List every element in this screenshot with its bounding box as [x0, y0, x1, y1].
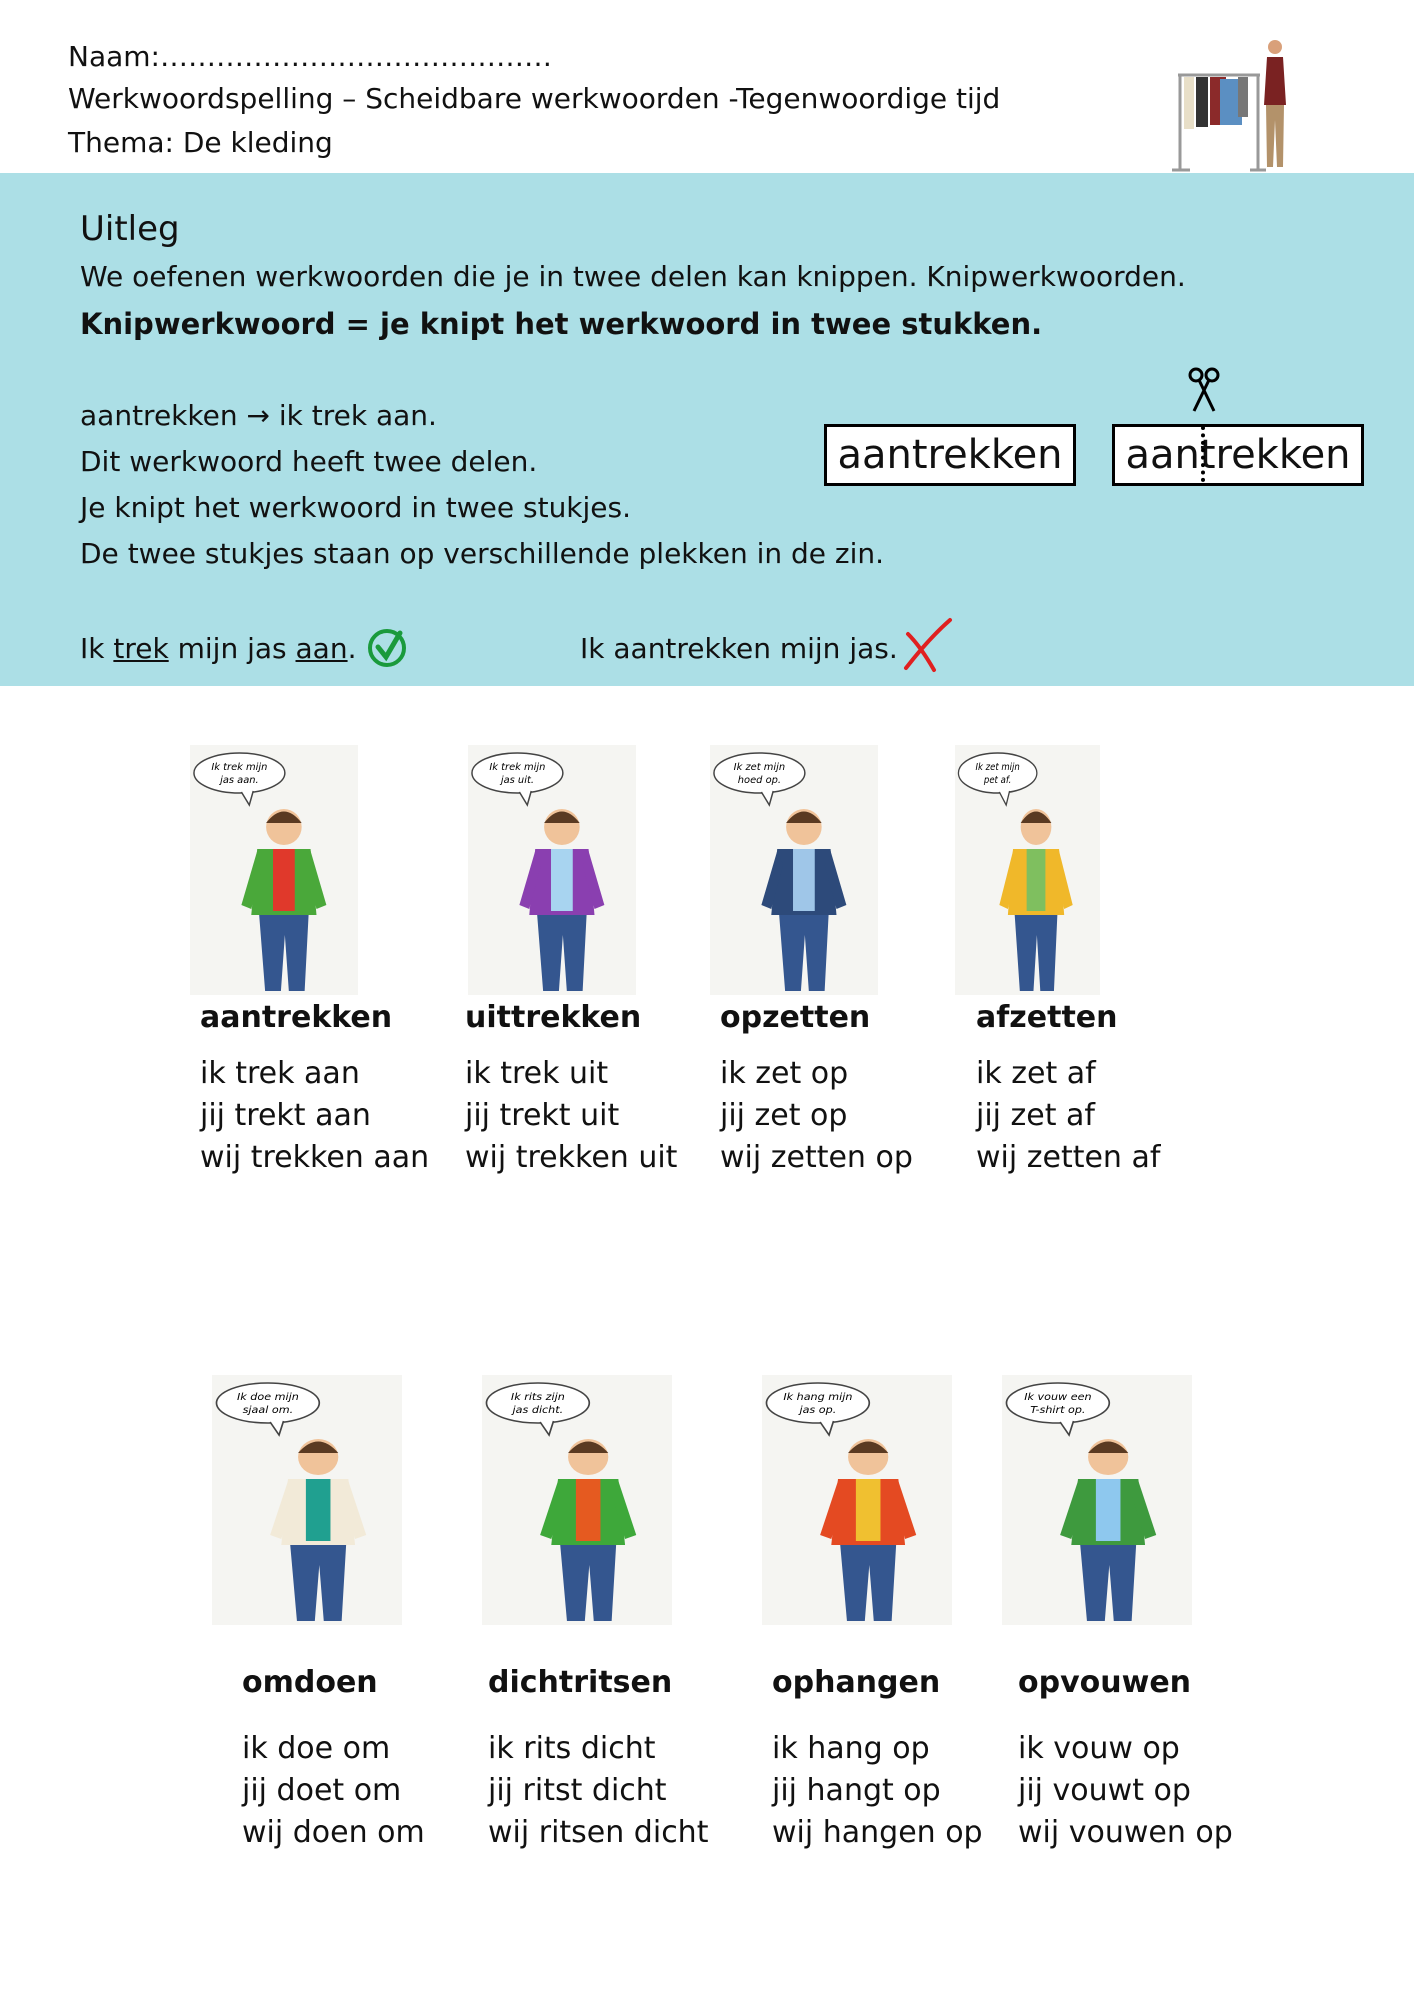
definition: Knipwerkwoord = je knipt het werkwoord in twee stukken.: [80, 307, 1043, 341]
split-verb-box: [1112, 424, 1364, 486]
split-verb-part-1: aan: [1125, 432, 1200, 478]
conjugation-form: ik hang op: [772, 1731, 930, 1766]
speech-bubble-line-1: Ik zet mijn: [733, 761, 786, 774]
verb-infinitive: ophangen: [772, 1665, 941, 1700]
explanation-title: Uitleg: [80, 209, 180, 249]
correct-sentence: Ik trek mijn jas aan.: [80, 632, 357, 665]
check-icon: [366, 627, 408, 669]
conjugation-list: [465, 1053, 677, 1179]
explanation-intro: We oefenen werkwoorden die je in twee delen kan knippen. Knipwerkwoorden.: [80, 260, 1186, 293]
particle-underlined: aan: [295, 632, 348, 665]
speech-bubble-line-1: Ik vouw een: [1024, 1391, 1092, 1403]
conjugation-form: jij doet om: [242, 1773, 402, 1808]
worksheet-subtitle: Werkwoordspelling – Scheidbare werkwoorden -Tegenwoordige tijd: [68, 82, 1001, 115]
split-verb-part-2: trekken: [1199, 432, 1351, 478]
cut-line: [1201, 426, 1205, 482]
clothing-rack-illustration: [1170, 35, 1290, 175]
whole-verb-box: aantrekken: [824, 424, 1076, 486]
conjugation-form: jij ritst dicht: [488, 1773, 667, 1808]
conjugation-form: wij trekken aan: [200, 1140, 430, 1175]
verb-illustration: [710, 745, 878, 995]
verb-illustration: [212, 1375, 402, 1625]
scissors-icon: [1186, 366, 1222, 414]
conjugation-form: ik vouw op: [1018, 1731, 1180, 1766]
conjugation-form: jij vouwt op: [1018, 1773, 1191, 1808]
verb-illustration: [190, 745, 358, 995]
name-line: Naam:……………………………………: [68, 40, 552, 73]
verb-infinitive: opvouwen: [1018, 1665, 1192, 1700]
speech-bubble-line-2: jas aan.: [220, 774, 259, 787]
speech-bubble-line-2: pet af.: [983, 774, 1012, 787]
conjugation-form: wij zetten af: [976, 1140, 1161, 1175]
verb-infinitive: afzetten: [976, 1000, 1118, 1035]
conjugation-form: jij zet op: [720, 1098, 848, 1133]
conjugation-list: [488, 1728, 708, 1854]
conjugation-form: jij trekt aan: [200, 1098, 371, 1133]
conjugation-form: ik doe om: [242, 1731, 391, 1766]
conjugation-list: [772, 1728, 983, 1854]
verb-infinitive: omdoen: [242, 1665, 378, 1700]
conjugation-form: wij vouwen op: [1018, 1815, 1233, 1850]
conjugation-form: wij trekken uit: [465, 1140, 678, 1175]
speech-bubble-line-1: Ik doe mijn: [236, 1391, 299, 1403]
conjugation-form: ik zet op: [720, 1056, 849, 1091]
verb-illustration: [1002, 1375, 1192, 1625]
conjugation-form: ik trek uit: [465, 1056, 609, 1091]
explanation-line-3: Je knipt het werkwoord in twee stukjes.: [80, 491, 632, 524]
speech-bubble-line-2: T-shirt op.: [1030, 1404, 1086, 1416]
example-line: aantrekken → ik trek aan.: [80, 399, 437, 432]
verb-infinitive: aantrekken: [200, 1000, 393, 1035]
speech-bubble-line-1: Ik trek mijn: [211, 761, 268, 774]
conjugation-form: ik zet af: [976, 1056, 1096, 1091]
explanation-line-4: De twee stukjes staan op verschillende plekken in de zin.: [80, 537, 885, 570]
conjugation-list: [200, 1053, 429, 1179]
cross-icon: [900, 616, 954, 674]
verb-illustration: [482, 1375, 672, 1625]
conjugation-form: wij ritsen dicht: [488, 1815, 709, 1850]
verb-infinitive: uittrekken: [465, 1000, 642, 1035]
speech-bubble-line-1: Ik hang mijn: [783, 1391, 853, 1403]
wrong-sentence: Ik aantrekken mijn jas.: [580, 632, 898, 665]
verb-part-underlined: trek: [113, 632, 169, 665]
conjugation-form: jij zet af: [976, 1098, 1095, 1133]
speech-bubble-line-1: Ik zet mijn: [975, 761, 1020, 774]
conjugation-list: [1018, 1728, 1233, 1854]
speech-bubble-line-2: jas op.: [799, 1404, 837, 1416]
conjugation-form: wij doen om: [242, 1815, 425, 1850]
conjugation-form: wij zetten op: [720, 1140, 913, 1175]
speech-bubble-line-1: Ik trek mijn: [489, 761, 546, 774]
conjugation-list: [242, 1728, 425, 1854]
worksheet-theme: Thema: De kleding: [68, 126, 333, 159]
speech-bubble-line-1: Ik rits zijn: [510, 1391, 565, 1403]
conjugation-list: [976, 1053, 1160, 1179]
conjugation-list: [720, 1053, 913, 1179]
verb-illustration: [762, 1375, 952, 1625]
conjugation-form: ik trek aan: [200, 1056, 360, 1091]
speech-bubble-line-2: jas dicht.: [512, 1404, 564, 1416]
speech-bubble-line-2: hoed op.: [737, 774, 782, 787]
conjugation-form: wij hangen op: [772, 1815, 983, 1850]
speech-bubble-line-2: sjaal om.: [242, 1404, 294, 1416]
conjugation-form: jij hangt op: [772, 1773, 941, 1808]
verb-infinitive: dichtritsen: [488, 1665, 673, 1700]
explanation-line-2: Dit werkwoord heeft twee delen.: [80, 445, 538, 478]
conjugation-form: ik rits dicht: [488, 1731, 656, 1766]
verb-illustration: [955, 745, 1100, 995]
verb-infinitive: opzetten: [720, 1000, 871, 1035]
conjugation-form: jij trekt uit: [465, 1098, 620, 1133]
verb-illustration: [468, 745, 636, 995]
speech-bubble-line-2: jas uit.: [500, 774, 534, 787]
